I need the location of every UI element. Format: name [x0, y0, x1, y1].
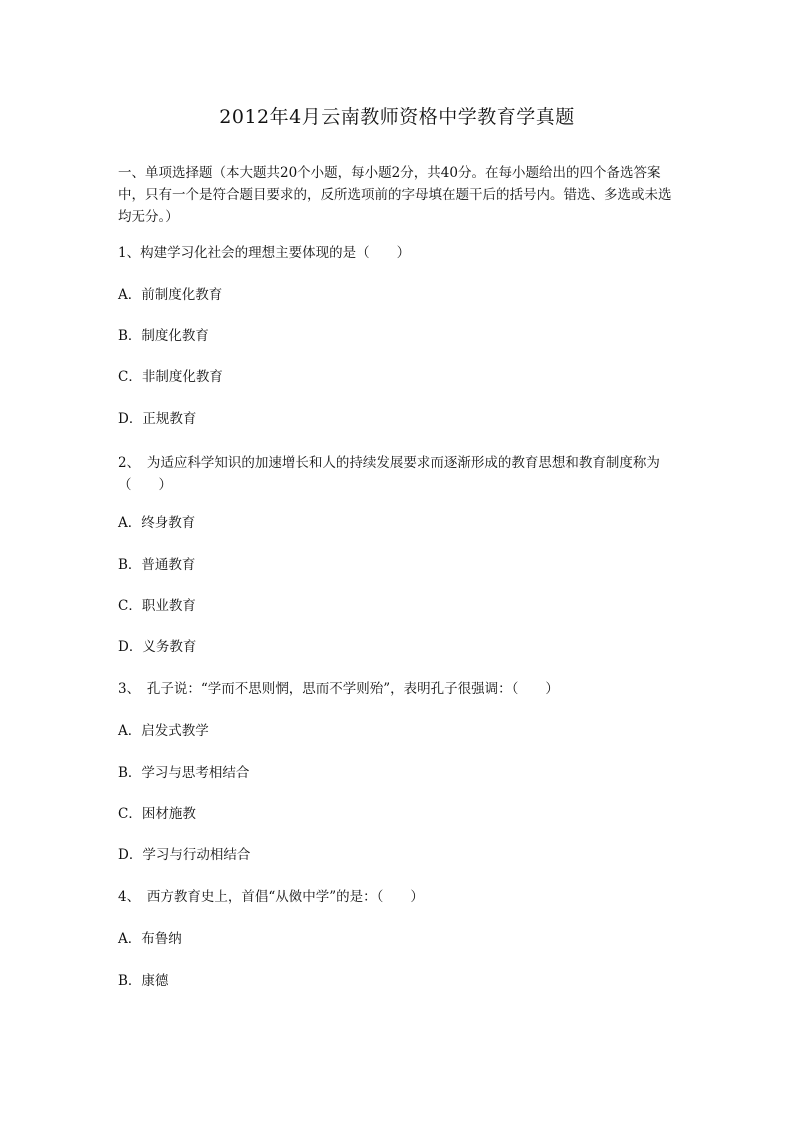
question-3-option-b: B．学习与思考相结合: [118, 765, 250, 781]
question-1-option-b: B．制度化教育: [118, 328, 209, 344]
question-2-stem: 2、 为适应科学知识的加速增长和人的持续发展要求而逐渐形成的教育思想和教育制度称为（ ）: [118, 455, 660, 493]
question-4-option-b: B．康德: [118, 973, 169, 989]
question-3-option-c: C．困材施教: [118, 806, 196, 822]
question-1-option-c: C．非制度化教育: [118, 369, 223, 385]
question-3-option-a: A．启发式教学: [118, 723, 209, 739]
question-4-option-a: A．布鲁纳: [118, 931, 182, 947]
question-3-option-d: D．学习与行动相结合: [118, 847, 251, 863]
section-instructions: 一、单项选择题（本大题共20个小题，每小题2分，共40分。在每小题给出的四个备选答案中，只有一个是符合题目要求的，反所选项前的字母填在题干后的括号内。错选、多选或未选均无分。）: [118, 165, 672, 225]
question-4-stem: 4、 西方教育史上，首倡“从傚中学”的是：（ ）: [118, 889, 424, 905]
question-2-option-a: A．终身教育: [118, 515, 196, 531]
question-2-option-b: B．普通教育: [118, 557, 196, 573]
question-1-stem: 1、构建学习化社会的理想主要体现的是（ ）: [118, 245, 411, 261]
question-3-stem: 3、 孔子说：“学而不思则惘，思而不学则殆”，表明孔子很强调：（ ）: [118, 681, 559, 697]
question-1-option-a: A．前制度化教育: [118, 287, 223, 303]
question-2-option-d: D．义务教育: [118, 639, 197, 655]
document-title: 2012年4月云南教师资格中学教育学真题: [219, 106, 575, 128]
question-2-option-c: C．职业教育: [118, 598, 196, 614]
question-1-option-d: D．正规教育: [118, 411, 197, 427]
